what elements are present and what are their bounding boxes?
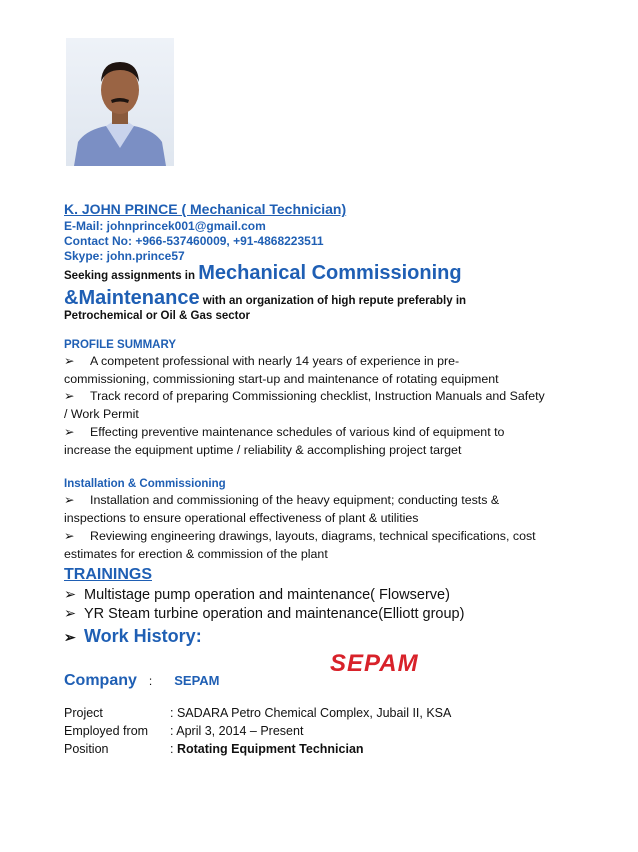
arrow-bullet-icon: ➢	[64, 389, 75, 403]
job-detail-row: Employed from : April 3, 2014 – Present	[64, 724, 304, 738]
profile-bullet: ➢ Effecting preventive maintenance schedules of various kind of equipment to increase the equipment uptime / reliability & accomplishing project target	[64, 425, 505, 457]
installation-heading: Installation & Commissioning	[64, 478, 226, 490]
company-label: Company	[64, 672, 137, 689]
candidate-name: K. JOHN PRINCE ( Mechanical Technician)	[64, 201, 347, 217]
arrow-bullet-icon: ➢	[64, 425, 75, 439]
profile-summary-heading: PROFILE SUMMARY	[64, 339, 177, 351]
objective-highlight-1: Mechanical Commissioning	[198, 262, 462, 284]
objective-prefix: Seeking assignments in	[64, 270, 196, 282]
installation-bullet: ➢ Reviewing engineering drawings, layouts, diagrams, technical specifications, cost estimates for erection & commission of the plant	[64, 529, 536, 561]
arrow-bullet-icon: ➢	[64, 587, 77, 603]
contact-line: Contact No: +966-537460009, +91-4868223511	[64, 234, 324, 248]
job-detail-row: Project : SADARA Petro Chemical Complex, Jubail II, KSA	[64, 706, 452, 720]
skype-line: Skype: john.prince57	[64, 249, 185, 263]
training-item: ➢ Multistage pump operation and maintenance( Flowserve)	[64, 587, 450, 603]
objective-highlight-2: &Maintenance	[64, 287, 200, 309]
profile-bullet: ➢ A competent professional with nearly 14 years of experience in pre- commissioning, commissioning start-up and maintenance of rotating equipment	[64, 354, 499, 386]
objective-line-2	[64, 287, 584, 310]
sepam-logo: SEPAM	[330, 650, 419, 677]
company-line	[64, 672, 220, 690]
person-photo-icon	[66, 38, 174, 166]
objective-suffix: with an organization of high repute preferably in	[202, 295, 467, 307]
trainings-heading: TRAININGS	[64, 566, 152, 583]
arrow-bullet-icon: ➢	[64, 529, 75, 543]
training-item: ➢ YR Steam turbine operation and maintenance(Elliott group)	[64, 606, 465, 622]
company-colon: :	[148, 674, 153, 688]
installation-bullet: ➢ Installation and commissioning of the heavy equipment; conducting tests & inspections to ensure operational effectiveness of plant & utilities	[64, 493, 500, 525]
email-line: E-Mail: johnprincek001@gmail.com	[64, 219, 266, 233]
arrow-bullet-icon: ➢	[64, 493, 75, 507]
profile-bullet: ➢ Track record of preparing Commissioning checklist, Instruction Manuals and Safety / Work Permit	[64, 389, 545, 421]
arrow-bullet-icon: ➢	[64, 629, 76, 645]
arrow-bullet-icon: ➢	[64, 354, 75, 368]
company-name: SEPAM	[174, 673, 220, 688]
objective-line-1	[64, 262, 462, 285]
work-history-heading: ➢ Work History:	[64, 626, 202, 646]
profile-photo	[66, 38, 174, 166]
arrow-bullet-icon: ➢	[64, 606, 77, 622]
objective-line-3: Petrochemical or Oil & Gas sector	[64, 310, 250, 322]
job-detail-row: Position : Rotating Equipment Technician	[64, 742, 364, 756]
